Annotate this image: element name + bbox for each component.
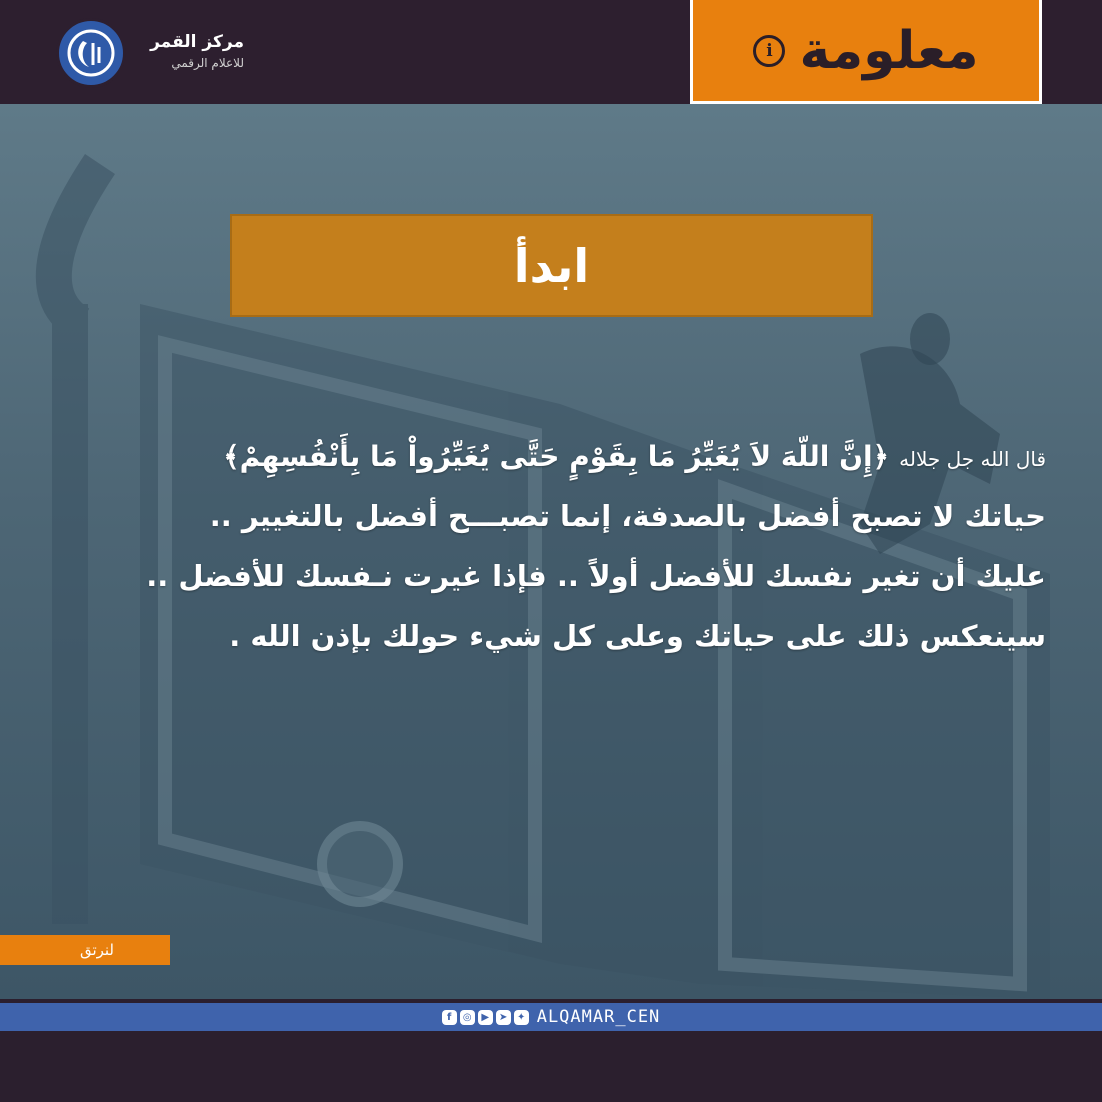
category-tag (690, 0, 1042, 104)
quran-verse: ﴿إِنَّ اللّهَ لاَ يُغَيِّرُ مَا بِقَوْمٍ حَتَّى يُغَيِّرُواْ مَا بِأَنْفُسِهِمْ﴾ (223, 440, 890, 473)
verse-prefix: قال الله جل جلاله (899, 447, 1046, 471)
brand-logo (56, 18, 246, 88)
category-label: معلومة (799, 20, 979, 81)
moon-logo-icon (56, 18, 126, 88)
info-icon: i (753, 35, 785, 67)
body-line-4: سينعكس ذلك على حياتك وعلى كل شيء حولك بإذن الله . (229, 619, 1046, 653)
body-line-3: عليك أن تغير نفسك للأفضل أولاً .. فإذا غيرت نـفسك للأفضل .. (146, 559, 1046, 593)
social-handle[interactable]: ALQAMAR_CEN (536, 1007, 661, 1027)
main-panel (0, 104, 1102, 999)
signature-bar (0, 935, 170, 965)
signature-text: لنرتق (79, 941, 114, 959)
page-title: ابدأ (513, 238, 590, 293)
social-icons (442, 1010, 529, 1025)
body-line-2: حياتك لا تصبح أفضل بالصدفة، إنما تصبـــح أفضل بالتغيير .. (209, 499, 1046, 533)
title-banner (230, 214, 873, 317)
telegram-icon[interactable]: ➤ (496, 1010, 511, 1025)
social-bar (0, 1003, 1102, 1031)
youtube-icon[interactable]: ▶ (478, 1010, 493, 1025)
twitter-icon[interactable]: ✦ (514, 1010, 529, 1025)
brand-name: مركز القمر (150, 32, 244, 52)
brand-subtitle: للاعلام الرقمي (171, 56, 244, 70)
verse-line (40, 426, 1046, 486)
body-text (40, 426, 1046, 666)
instagram-icon[interactable]: ◎ (460, 1010, 475, 1025)
facebook-icon[interactable]: f (442, 1010, 457, 1025)
